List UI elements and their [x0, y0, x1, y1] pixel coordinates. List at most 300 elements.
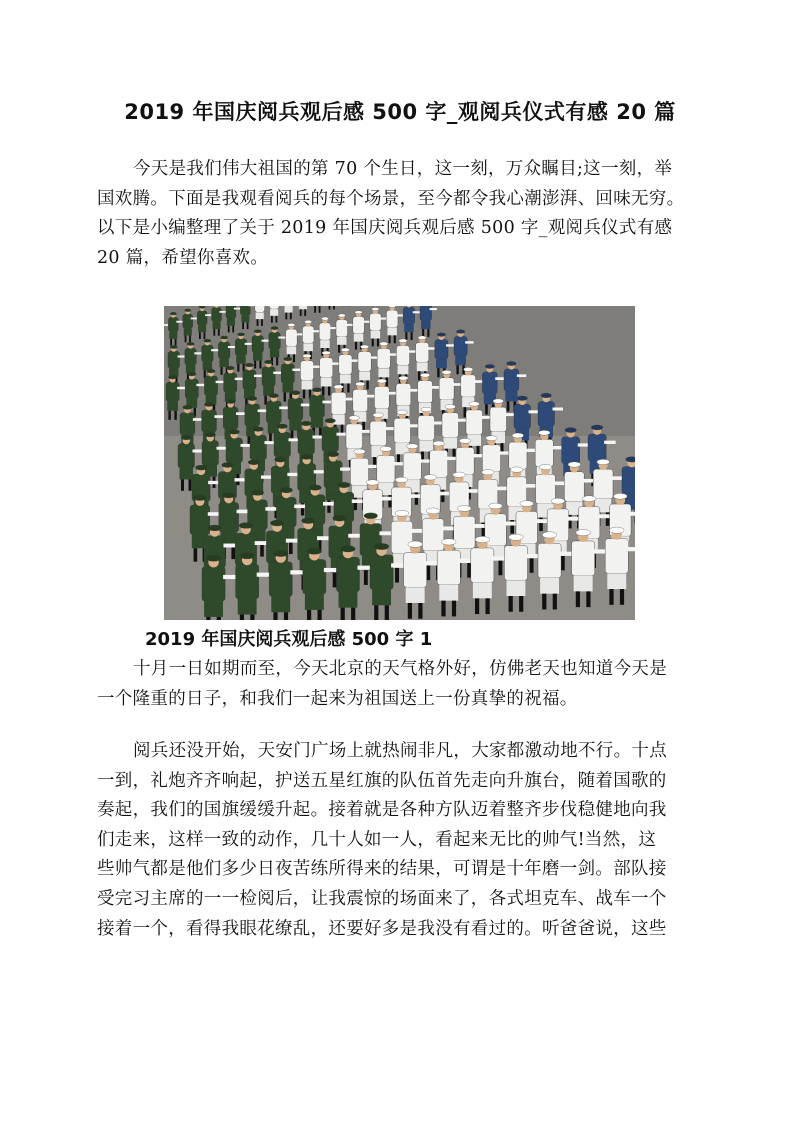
- soldier-arm: [393, 462, 405, 465]
- soldier-arm: [499, 451, 511, 454]
- soldier-skirt: [444, 437, 458, 448]
- soldier-body: [302, 326, 314, 343]
- soldier-cap: [226, 399, 235, 403]
- soldier-cap: [325, 418, 336, 423]
- soldier-body: [490, 407, 507, 432]
- soldier-arm: [433, 422, 444, 425]
- soldier-cap: [395, 477, 408, 482]
- soldier-body: [509, 442, 527, 469]
- soldier-skirt: [270, 350, 279, 358]
- text-line: 些帅气都是他们多少日夜苦练所得来的结果，可谓是十年磨一剑。部队接: [97, 859, 667, 880]
- soldier-arm: [362, 321, 369, 323]
- soldier-body: [336, 320, 348, 337]
- soldier-cap: [485, 364, 494, 368]
- soldier-body: [262, 367, 275, 387]
- soldier-arm: [582, 479, 595, 483]
- soldier-skirt: [378, 368, 389, 377]
- soldier-arm: [258, 409, 267, 412]
- soldier-cap: [420, 373, 429, 377]
- soldier-skirt: [320, 340, 329, 348]
- soldier-arm: [245, 343, 252, 345]
- soldier-arm: [340, 467, 352, 470]
- soldier-body: [416, 342, 429, 362]
- soldier-cap: [482, 470, 495, 475]
- soldier-arm: [191, 318, 197, 320]
- soldier-body: [236, 564, 259, 599]
- soldier-cap: [360, 345, 368, 349]
- soldier-cap: [185, 309, 191, 312]
- soldier-arm: [273, 372, 281, 374]
- soldier-skirt: [271, 597, 290, 613]
- soldier-leg: [181, 480, 184, 491]
- soldier-body: [377, 349, 390, 369]
- soldier-cap: [475, 536, 490, 542]
- soldier-skirt: [241, 316, 249, 323]
- soldier-body: [439, 378, 454, 400]
- soldier-cap: [288, 323, 295, 326]
- soldier-arm: [387, 392, 396, 395]
- soldier-body: [358, 352, 371, 372]
- soldier-cap: [322, 351, 330, 355]
- soldier-cap: [251, 490, 264, 495]
- soldier-body: [386, 310, 398, 327]
- soldier-leg: [372, 339, 374, 347]
- soldier-cap: [456, 330, 464, 334]
- soldier-cap: [377, 379, 386, 383]
- soldier-leg: [509, 596, 513, 612]
- soldier-cap: [195, 465, 207, 470]
- soldier-cap: [273, 550, 288, 556]
- soldier-cap: [568, 462, 581, 467]
- soldier-skirt: [219, 359, 228, 367]
- soldier-leg: [168, 411, 170, 420]
- soldier-cap: [509, 534, 524, 540]
- soldier-skirt: [398, 365, 409, 374]
- soldier-arm: [367, 465, 379, 468]
- soldier-arm: [287, 473, 299, 476]
- text-line: 以下是小编整理了关于 2019 年国庆阅兵观后感 500 字_观阅兵仪式有感: [97, 218, 673, 239]
- soldier-leg: [366, 380, 368, 389]
- soldier-leg: [259, 361, 261, 369]
- soldier-arm: [278, 336, 285, 338]
- soldier-body: [245, 404, 260, 426]
- soldier-skirt: [169, 369, 178, 377]
- soldier-leg: [329, 306, 331, 309]
- soldier-arm: [301, 404, 310, 407]
- soldier-cap: [459, 438, 471, 443]
- soldier-leg: [189, 480, 192, 491]
- soldier-body: [298, 430, 315, 455]
- soldier-body: [396, 346, 409, 366]
- text-line: 接着一个，看得我眼花缭乱，还要好多是我没有看过的。听爸爸说，这些: [97, 918, 667, 939]
- soldier-leg: [441, 490, 444, 502]
- soldier-body: [226, 438, 243, 463]
- soldier-body: [288, 398, 303, 420]
- soldier-body: [454, 336, 467, 356]
- paragraph-2: [97, 737, 727, 944]
- soldier-cap: [433, 441, 445, 446]
- soldier-leg: [257, 319, 259, 326]
- soldier-arm: [430, 308, 437, 310]
- soldier-skirt: [507, 580, 526, 596]
- soldier-arm: [446, 344, 454, 346]
- soldier-leg: [261, 319, 263, 326]
- soldier-cap: [520, 501, 534, 507]
- soldier-cap: [226, 366, 234, 370]
- soldier-body: [178, 444, 195, 469]
- soldier-body: [180, 413, 195, 435]
- soldier-leg: [247, 322, 249, 329]
- soldier-cap: [183, 405, 192, 409]
- soldier-cap: [418, 336, 426, 340]
- soldier-cap: [437, 333, 445, 337]
- soldier-cap: [334, 385, 343, 389]
- soldier-body: [204, 376, 217, 396]
- soldier-cap: [426, 508, 440, 514]
- soldier-arm: [517, 374, 526, 377]
- soldier-cap: [248, 397, 257, 401]
- soldier-skirt: [204, 601, 223, 617]
- soldier-skirt: [167, 402, 178, 411]
- soldier-arm: [551, 446, 563, 449]
- soldier-skirt: [359, 371, 370, 380]
- soldier-cap: [222, 462, 234, 467]
- soldier-arm: [164, 324, 168, 326]
- soldier-leg: [218, 329, 220, 336]
- text-line: 奏起，我们的国旗缓缓升起。接着就是各种方队迈着整齐步伐稳健地向我: [97, 800, 667, 821]
- soldier-cap: [301, 454, 313, 459]
- soldier-body: [202, 567, 225, 602]
- soldier-cap: [609, 527, 624, 533]
- soldier-cap: [205, 432, 216, 437]
- soldier-leg: [411, 332, 413, 340]
- text-line: 阅兵还没开始，天安门广场上就热闹非凡，大家都激动地不行。十点: [133, 741, 667, 761]
- paragraph-1: [97, 655, 727, 714]
- soldier-skirt: [406, 587, 425, 603]
- soldier-body: [252, 335, 264, 352]
- soldier-skirt: [285, 306, 293, 313]
- soldier-body: [197, 311, 207, 326]
- soldier-leg: [486, 598, 490, 614]
- soldier-skirt: [372, 590, 391, 606]
- soldier-arm: [446, 457, 458, 460]
- soldier-cap: [445, 404, 456, 409]
- soldier-leg: [319, 306, 321, 313]
- soldier-cap: [441, 539, 456, 545]
- soldier-body: [593, 469, 613, 499]
- soldier-leg: [456, 365, 458, 374]
- soldier-arm: [629, 512, 635, 516]
- soldier-cap: [551, 498, 565, 504]
- soldier-cap: [469, 402, 480, 407]
- soldier-cap: [269, 394, 278, 398]
- text-line: 今天是我们伟大祖国的第 70 个生日，这一刻，万众瞩目;这一刻，举: [133, 159, 673, 179]
- soldier-leg: [418, 603, 422, 619]
- soldier-leg: [338, 345, 340, 353]
- soldier-leg: [314, 306, 316, 313]
- soldier-body: [202, 410, 217, 432]
- soldier-body: [564, 472, 584, 502]
- soldier-arm: [235, 478, 247, 481]
- soldier-cap: [264, 360, 272, 364]
- soldier-cap: [338, 482, 351, 487]
- soldier-cap: [303, 354, 311, 358]
- soldier-body: [418, 416, 435, 441]
- soldier-arm: [350, 359, 358, 361]
- soldier-leg: [333, 573, 337, 588]
- soldier-leg: [199, 332, 201, 339]
- soldier-arm: [438, 492, 451, 496]
- soldier-arm: [279, 406, 288, 409]
- soldier-leg: [293, 354, 295, 362]
- soldier-arm: [505, 413, 516, 416]
- soldier-arm: [346, 324, 353, 326]
- soldier-arm: [626, 547, 635, 551]
- soldier-cap: [206, 555, 221, 561]
- soldier-cap: [407, 444, 419, 449]
- soldier-skirt: [311, 418, 323, 428]
- soldier-leg: [254, 361, 256, 369]
- soldier-cap: [486, 436, 498, 441]
- soldier-skirt: [574, 576, 593, 592]
- soldier-body: [562, 437, 580, 464]
- soldier-cap: [399, 339, 407, 343]
- soldier-arm: [265, 441, 276, 444]
- soldier-cap: [307, 548, 322, 554]
- soldier-arm: [369, 356, 377, 358]
- soldier-skirt: [404, 324, 413, 332]
- soldier-leg: [377, 339, 379, 347]
- soldier-cap: [582, 496, 596, 502]
- soldier-arm: [361, 430, 372, 433]
- soldier-cap: [170, 345, 177, 348]
- soldier-body: [183, 314, 193, 329]
- soldier-leg: [441, 601, 445, 617]
- soldier-leg: [221, 367, 223, 375]
- soldier-skirt: [203, 362, 212, 370]
- soldier-body: [418, 381, 433, 403]
- soldier-cap: [397, 410, 408, 415]
- soldier-cap: [355, 311, 362, 314]
- soldier-cap: [248, 460, 260, 465]
- soldier-leg: [217, 617, 221, 620]
- soldier-skirt: [455, 356, 466, 365]
- soldier-skirt: [305, 594, 324, 610]
- soldier-arm: [323, 502, 336, 506]
- soldier-leg: [231, 546, 235, 560]
- soldier-leg: [467, 563, 471, 578]
- soldier-cap: [421, 407, 432, 412]
- soldier-body: [269, 562, 292, 597]
- soldier-body: [322, 427, 339, 452]
- soldier-arm: [496, 487, 509, 491]
- soldier-arm: [419, 459, 431, 462]
- soldier-arm: [208, 481, 220, 484]
- soldier-arm: [344, 398, 353, 401]
- soldier-leg: [271, 316, 273, 323]
- soldier-arm: [366, 395, 375, 398]
- soldier-arm: [331, 362, 339, 364]
- soldier-body: [339, 355, 352, 375]
- soldier-body: [396, 384, 411, 406]
- soldier-cap: [170, 312, 176, 315]
- soldier-leg: [389, 335, 391, 343]
- soldier-skirt: [186, 365, 195, 373]
- soldier-arm: [409, 424, 420, 427]
- soldier-leg: [175, 339, 177, 346]
- soldier-leg: [285, 313, 287, 320]
- soldier-body: [185, 379, 198, 399]
- soldier-cap: [458, 506, 472, 512]
- soldier-cap: [395, 510, 409, 516]
- soldier-cap: [356, 382, 365, 386]
- soldier-leg: [284, 612, 288, 620]
- soldier-body: [538, 402, 555, 427]
- soldier-cap: [576, 529, 591, 535]
- soldier-skirt: [436, 359, 447, 368]
- soldier-body: [572, 541, 595, 576]
- soldier-arm: [196, 384, 204, 386]
- soldier-arm: [313, 436, 324, 439]
- soldier-cap: [372, 308, 379, 311]
- soldier-cap: [539, 430, 551, 435]
- soldier-cap: [453, 472, 466, 477]
- parade-photo: [164, 306, 635, 620]
- soldier-arm: [314, 470, 326, 473]
- soldier-body: [370, 555, 393, 590]
- soldier-body: [466, 410, 483, 435]
- soldier-skirt: [421, 321, 430, 329]
- soldier-cap: [312, 388, 321, 392]
- soldier-cap: [354, 449, 366, 454]
- soldier-skirt: [253, 353, 262, 361]
- soldier-arm: [292, 369, 300, 371]
- soldier-arm: [241, 444, 252, 447]
- soldier-skirt: [213, 322, 221, 329]
- soldier-body: [212, 307, 222, 322]
- soldier-arm: [205, 314, 211, 316]
- soldier-body: [218, 342, 230, 359]
- soldier-body: [274, 432, 291, 457]
- text-line: 一到，礼炮齐齐响起，护送五星红旗的队伍首先走向升旗台，随着国歌的: [97, 770, 667, 791]
- soldier-arm: [261, 475, 273, 478]
- soldier-arm: [312, 366, 320, 368]
- soldier-leg: [276, 316, 278, 323]
- soldier-cap: [442, 370, 451, 374]
- soldier-cap: [271, 327, 278, 330]
- soldier-leg: [318, 610, 322, 620]
- soldier-body: [538, 543, 561, 578]
- soldier-arm: [381, 497, 394, 501]
- soldier-cap: [237, 333, 244, 336]
- soldier-leg: [189, 336, 191, 343]
- soldier-cap: [253, 427, 264, 432]
- soldier-body: [346, 424, 363, 449]
- soldier-leg: [228, 326, 230, 333]
- soldier-cap: [424, 475, 437, 480]
- soldier-leg: [437, 368, 439, 377]
- soldier-skirt: [236, 356, 245, 364]
- soldier-arm: [553, 481, 566, 485]
- soldier-leg: [452, 601, 456, 617]
- soldier-cap: [208, 525, 222, 531]
- soldier-body: [482, 445, 500, 472]
- soldier-leg: [213, 329, 215, 336]
- soldier-body: [190, 505, 210, 535]
- soldier-cap: [373, 413, 384, 418]
- soldier-leg: [586, 591, 590, 607]
- soldier-arm: [452, 383, 461, 386]
- soldier-body: [219, 502, 239, 532]
- soldier-arm: [457, 419, 468, 422]
- soldier-leg: [405, 332, 407, 340]
- soldier-arm: [211, 349, 218, 351]
- soldier-arm: [604, 441, 616, 444]
- soldier-skirt: [540, 578, 559, 594]
- soldier-arm: [289, 438, 300, 441]
- soldier-arm: [379, 318, 386, 320]
- page-title: 2019 年国庆阅兵观后感 500 字_观阅兵仪式有感 20 篇: [124, 100, 676, 124]
- soldier-leg: [519, 596, 523, 612]
- soldier-skirt: [339, 592, 358, 608]
- soldier-leg: [204, 332, 206, 339]
- soldier-leg: [609, 589, 613, 605]
- soldier-skirt: [607, 573, 626, 589]
- soldier-cap: [204, 402, 213, 406]
- soldier-arm: [220, 311, 226, 313]
- soldier-arm: [337, 433, 348, 436]
- soldier-skirt: [420, 440, 434, 451]
- soldier-leg: [290, 313, 292, 320]
- soldier-cap: [270, 520, 284, 526]
- soldier-cap: [341, 348, 349, 352]
- soldier-body: [442, 413, 459, 438]
- soldier-leg: [341, 608, 345, 620]
- soldier-body: [454, 516, 475, 548]
- soldier-arm: [216, 381, 224, 383]
- soldier-body: [430, 450, 448, 477]
- soldier-body: [319, 323, 331, 340]
- soldier-arm: [409, 494, 422, 498]
- soldier-leg: [561, 556, 565, 571]
- soldier-skirt: [302, 381, 313, 390]
- soldier-leg: [394, 335, 396, 343]
- soldier-body: [370, 313, 382, 330]
- soldier-cap: [408, 541, 423, 547]
- parade-illustration: [164, 306, 635, 620]
- soldier-arm: [465, 341, 473, 343]
- soldier-cap: [464, 367, 473, 371]
- soldier-arm: [262, 340, 269, 342]
- soldier-leg: [475, 598, 479, 614]
- soldier-leg: [507, 401, 510, 411]
- soldier-leg: [333, 306, 335, 309]
- soldier-leg: [553, 594, 557, 610]
- soldier-cap: [305, 320, 312, 323]
- soldier-body: [404, 553, 427, 588]
- soldier-cap: [187, 342, 194, 345]
- soldier-leg: [300, 309, 302, 316]
- soldier-cap: [399, 376, 408, 380]
- soldier-cap: [507, 362, 516, 366]
- soldier-arm: [352, 499, 365, 503]
- soldier-arm: [178, 355, 185, 357]
- soldier-cap: [221, 336, 228, 339]
- soldier-cap: [349, 416, 360, 421]
- soldier-arm: [312, 330, 319, 332]
- soldier-skirt: [287, 346, 296, 354]
- soldier-arm: [177, 387, 185, 389]
